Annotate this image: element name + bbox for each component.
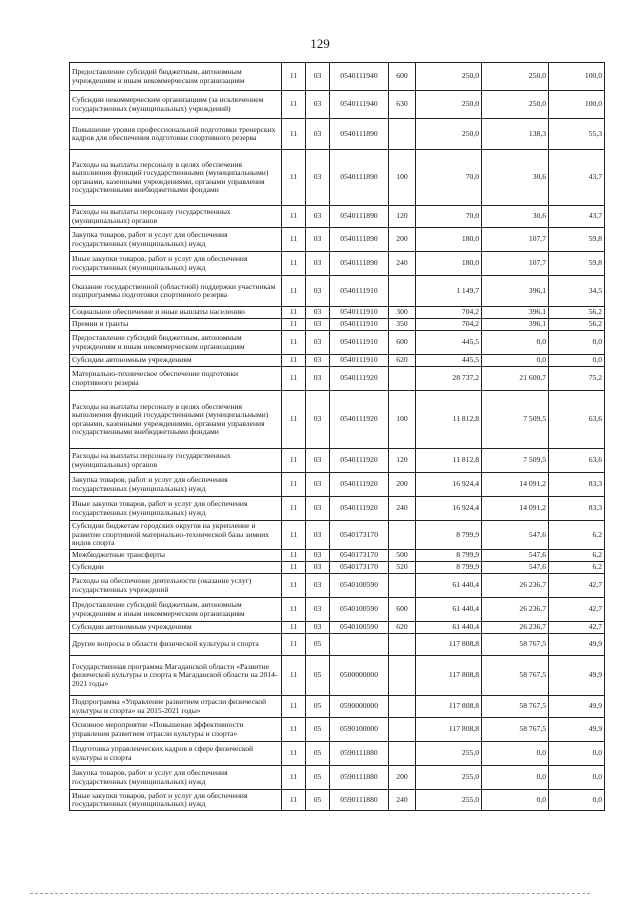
execution-percent: 56,2 — [549, 307, 605, 319]
expense-type-code — [389, 696, 416, 718]
section-code: 11 — [282, 521, 306, 550]
subsection-code: 03 — [306, 355, 330, 367]
target-article-code: 0590111880 — [330, 766, 389, 790]
row-name: Иные закупки товаров, работ и услуг для обеспечения государственных (муниципальных) нужд — [70, 252, 282, 276]
table-row — [70, 742, 605, 766]
planned-amount: 70,0 — [416, 150, 482, 206]
target-article-code: 0540111890 — [330, 252, 389, 276]
target-article-code: 0500000000 — [330, 656, 389, 696]
subsection-code: 05 — [306, 634, 330, 656]
planned-amount: 255,0 — [416, 742, 482, 766]
row-name: Повышение уровня профессиональной подготовки тренерских кадров для обеспечения подготовки спортивного резерва — [70, 119, 282, 150]
table-row — [70, 521, 605, 550]
section-code: 11 — [282, 598, 306, 622]
target-article-code: 0540100590 — [330, 622, 389, 634]
planned-amount: 11 812,8 — [416, 449, 482, 473]
section-code: 11 — [282, 150, 306, 206]
expense-type-code: 620 — [389, 355, 416, 367]
expense-type-code — [389, 119, 416, 150]
subsection-code: 05 — [306, 718, 330, 742]
actual-amount: 7 509,5 — [482, 449, 549, 473]
row-name: Субсидии автономным учреждениям — [70, 355, 282, 367]
planned-amount: 8 799,9 — [416, 562, 482, 574]
row-name: Расходы на выплаты персоналу в целях обеспечения выполнения функций государственными (муниципальными) органами, казенными учреждениями, органами управления государственными внебюджетными фондами — [70, 150, 282, 206]
execution-percent: 0,0 — [549, 790, 605, 811]
execution-percent: 43,7 — [549, 206, 605, 228]
actual-amount: 58 767,5 — [482, 718, 549, 742]
actual-amount: 547,6 — [482, 550, 549, 562]
subsection-code: 03 — [306, 252, 330, 276]
target-article-code: 0590100000 — [330, 718, 389, 742]
actual-amount: 0,0 — [482, 331, 549, 355]
target-article-code: 0590000000 — [330, 696, 389, 718]
planned-amount: 704,2 — [416, 319, 482, 331]
expense-type-code: 600 — [389, 63, 416, 91]
planned-amount: 250,0 — [416, 119, 482, 150]
target-article-code: 0540173170 — [330, 521, 389, 550]
execution-percent: 49,9 — [549, 696, 605, 718]
actual-amount: 547,6 — [482, 562, 549, 574]
planned-amount: 180,0 — [416, 228, 482, 252]
target-article-code: 0540111910 — [330, 276, 389, 307]
planned-amount: 117 808,8 — [416, 696, 482, 718]
actual-amount: 547,6 — [482, 521, 549, 550]
subsection-code: 03 — [306, 391, 330, 449]
row-name: Расходы на выплаты персоналу государственных (муниципальных) органов — [70, 206, 282, 228]
planned-amount: 445,5 — [416, 355, 482, 367]
planned-amount: 255,0 — [416, 766, 482, 790]
target-article-code: 0540111920 — [330, 497, 389, 521]
actual-amount: 396,1 — [482, 276, 549, 307]
actual-amount: 0,0 — [482, 742, 549, 766]
actual-amount: 58 767,5 — [482, 656, 549, 696]
expense-type-code: 240 — [389, 497, 416, 521]
target-article-code — [330, 634, 389, 656]
table-row — [70, 598, 605, 622]
row-name: Предоставление субсидий бюджетным, автономным учреждениям и иным некоммерческим организациям — [70, 598, 282, 622]
target-article-code: 0540111890 — [330, 228, 389, 252]
expense-type-code — [389, 276, 416, 307]
target-article-code: 0590111880 — [330, 790, 389, 811]
execution-percent: 43,7 — [549, 150, 605, 206]
execution-percent: 6,2 — [549, 562, 605, 574]
subsection-code: 05 — [306, 696, 330, 718]
actual-amount: 14 091,2 — [482, 473, 549, 497]
row-name: Субсидии — [70, 562, 282, 574]
actual-amount: 26 236,7 — [482, 622, 549, 634]
actual-amount: 30,6 — [482, 206, 549, 228]
subsection-code: 05 — [306, 742, 330, 766]
section-code: 11 — [282, 766, 306, 790]
actual-amount: 26 236,7 — [482, 574, 549, 598]
table-row — [70, 562, 605, 574]
row-name: Расходы на выплаты персоналу в целях обеспечения выполнения функций государственными (муниципальными) органами, казенными учреждениями, органами управления государственными внебюджетными фондами — [70, 391, 282, 449]
target-article-code: 0540111940 — [330, 91, 389, 119]
actual-amount: 250,0 — [482, 63, 549, 91]
section-code: 11 — [282, 718, 306, 742]
row-name: Закупка товаров, работ и услуг для обеспечения государственных (муниципальных) нужд — [70, 228, 282, 252]
execution-percent: 100,0 — [549, 91, 605, 119]
subsection-code: 03 — [306, 473, 330, 497]
execution-percent: 34,5 — [549, 276, 605, 307]
actual-amount: 0,0 — [482, 355, 549, 367]
row-name: Межбюджетные трансферты — [70, 550, 282, 562]
section-code: 11 — [282, 355, 306, 367]
row-name: Основное мероприятие «Повышение эффективности управления развитием отрасли культуры и спорта» — [70, 718, 282, 742]
expense-type-code: 600 — [389, 331, 416, 355]
section-code: 11 — [282, 634, 306, 656]
section-code: 11 — [282, 622, 306, 634]
table-row — [70, 574, 605, 598]
target-article-code: 0540100590 — [330, 598, 389, 622]
actual-amount: 0,0 — [482, 766, 549, 790]
table-row — [70, 790, 605, 811]
section-code: 11 — [282, 307, 306, 319]
row-name: Закупка товаров, работ и услуг для обеспечения государственных (муниципальных) нужд — [70, 766, 282, 790]
execution-percent: 49,9 — [549, 656, 605, 696]
actual-amount: 58 767,5 — [482, 696, 549, 718]
table-row — [70, 228, 605, 252]
execution-percent: 83,3 — [549, 473, 605, 497]
section-code: 11 — [282, 228, 306, 252]
table-row — [70, 63, 605, 91]
execution-percent: 56,2 — [549, 319, 605, 331]
planned-amount: 1 149,7 — [416, 276, 482, 307]
subsection-code: 03 — [306, 91, 330, 119]
actual-amount: 396,1 — [482, 319, 549, 331]
page-number: 129 — [310, 36, 330, 51]
subsection-code: 03 — [306, 497, 330, 521]
expense-type-code: 620 — [389, 622, 416, 634]
row-name: Закупка товаров, работ и услуг для обеспечения государственных (муниципальных) нужд — [70, 473, 282, 497]
subsection-code: 05 — [306, 790, 330, 811]
planned-amount: 250,0 — [416, 63, 482, 91]
section-code: 11 — [282, 574, 306, 598]
execution-percent: 0,0 — [549, 331, 605, 355]
expense-type-code: 200 — [389, 766, 416, 790]
budget-table — [69, 62, 605, 811]
target-article-code: 0540173170 — [330, 550, 389, 562]
actual-amount: 26 236,7 — [482, 598, 549, 622]
expense-type-code: 350 — [389, 319, 416, 331]
section-code: 11 — [282, 206, 306, 228]
subsection-code: 03 — [306, 574, 330, 598]
table-row — [70, 473, 605, 497]
planned-amount: 8 799,9 — [416, 521, 482, 550]
table-row — [70, 252, 605, 276]
subsection-code: 03 — [306, 550, 330, 562]
target-article-code: 0540111890 — [330, 150, 389, 206]
table-row — [70, 550, 605, 562]
target-article-code: 0540111940 — [330, 63, 389, 91]
expense-type-code — [389, 742, 416, 766]
actual-amount: 7 509,5 — [482, 391, 549, 449]
table-row — [70, 307, 605, 319]
row-name: Расходы на выплаты персоналу государственных (муниципальных) органов — [70, 449, 282, 473]
footer-rule — [30, 893, 590, 894]
table-row — [70, 449, 605, 473]
actual-amount: 138,3 — [482, 119, 549, 150]
table-row — [70, 634, 605, 656]
planned-amount: 28 737,2 — [416, 367, 482, 391]
expense-type-code: 100 — [389, 391, 416, 449]
section-code: 11 — [282, 331, 306, 355]
actual-amount: 250,0 — [482, 91, 549, 119]
subsection-code: 03 — [306, 307, 330, 319]
expense-type-code — [389, 656, 416, 696]
expense-type-code — [389, 574, 416, 598]
table-row — [70, 391, 605, 449]
expense-type-code: 120 — [389, 449, 416, 473]
expense-type-code: 120 — [389, 206, 416, 228]
table-row — [70, 119, 605, 150]
expense-type-code: 200 — [389, 473, 416, 497]
target-article-code: 0540173170 — [330, 562, 389, 574]
expense-type-code: 200 — [389, 228, 416, 252]
row-name: Подготовка управленческих кадров в сфере физической культуры и спорта — [70, 742, 282, 766]
row-name: Оказание государственной (областной) поддержки участникам подпрограммы подготовки спортивного резерва — [70, 276, 282, 307]
table-row — [70, 367, 605, 391]
expense-type-code: 630 — [389, 91, 416, 119]
planned-amount: 16 924,4 — [416, 473, 482, 497]
row-name: Подпрограмма «Управление развитием отрасли физической культуры и спорта» на 2015-2021 годы» — [70, 696, 282, 718]
target-article-code: 0540111890 — [330, 119, 389, 150]
subsection-code: 05 — [306, 766, 330, 790]
table-row — [70, 331, 605, 355]
execution-percent: 83,3 — [549, 497, 605, 521]
actual-amount: 21 600,7 — [482, 367, 549, 391]
subsection-code: 03 — [306, 562, 330, 574]
row-name: Другие вопросы в области физической культуры и спорта — [70, 634, 282, 656]
execution-percent: 42,7 — [549, 598, 605, 622]
subsection-code: 03 — [306, 367, 330, 391]
expense-type-code — [389, 634, 416, 656]
table-row — [70, 206, 605, 228]
planned-amount: 117 808,8 — [416, 656, 482, 696]
planned-amount: 70,0 — [416, 206, 482, 228]
table-body — [70, 63, 605, 811]
expense-type-code: 500 — [389, 550, 416, 562]
planned-amount: 180,0 — [416, 252, 482, 276]
section-code: 11 — [282, 119, 306, 150]
execution-percent: 0,0 — [549, 766, 605, 790]
subsection-code: 03 — [306, 206, 330, 228]
section-code: 11 — [282, 696, 306, 718]
planned-amount: 117 808,8 — [416, 634, 482, 656]
actual-amount: 0,0 — [482, 790, 549, 811]
expense-type-code — [389, 718, 416, 742]
table-row — [70, 319, 605, 331]
table-row — [70, 696, 605, 718]
target-article-code: 0540111890 — [330, 206, 389, 228]
row-name: Предоставление субсидий бюджетным, автономным учреждениям и иным некоммерческим организациям — [70, 63, 282, 91]
planned-amount: 8 799,9 — [416, 550, 482, 562]
execution-percent: 49,9 — [549, 718, 605, 742]
expense-type-code: 520 — [389, 562, 416, 574]
target-article-code: 0540111910 — [330, 331, 389, 355]
row-name: Иные закупки товаров, работ и услуг для обеспечения государственных (муниципальных) нужд — [70, 497, 282, 521]
section-code: 11 — [282, 252, 306, 276]
planned-amount: 61 440,4 — [416, 574, 482, 598]
planned-amount: 250,0 — [416, 91, 482, 119]
row-name: Социальное обеспечение и иные выплаты населению — [70, 307, 282, 319]
target-article-code: 0540111910 — [330, 319, 389, 331]
section-code: 11 — [282, 550, 306, 562]
expense-type-code — [389, 521, 416, 550]
actual-amount: 107,7 — [482, 228, 549, 252]
actual-amount: 107,7 — [482, 252, 549, 276]
execution-percent: 63,6 — [549, 391, 605, 449]
actual-amount: 14 091,2 — [482, 497, 549, 521]
target-article-code: 0540111920 — [330, 367, 389, 391]
subsection-code: 03 — [306, 276, 330, 307]
subsection-code: 03 — [306, 598, 330, 622]
expense-type-code: 240 — [389, 790, 416, 811]
section-code: 11 — [282, 449, 306, 473]
planned-amount: 255,0 — [416, 790, 482, 811]
table-row — [70, 718, 605, 742]
subsection-code: 03 — [306, 228, 330, 252]
row-name: Материально-техническое обеспечение подготовки спортивного резерва — [70, 367, 282, 391]
actual-amount: 396,1 — [482, 307, 549, 319]
row-name: Иные закупки товаров, работ и услуг для обеспечения государственных (муниципальных) нужд — [70, 790, 282, 811]
subsection-code: 03 — [306, 150, 330, 206]
section-code: 11 — [282, 790, 306, 811]
planned-amount: 445,5 — [416, 331, 482, 355]
row-name: Государственная программа Магаданской области «Развитие физической культуры и спорта в Магаданской области на 2014-2021 годы» — [70, 656, 282, 696]
planned-amount: 61 440,4 — [416, 622, 482, 634]
row-name: Субсидии некоммерческим организациям (за исключением государственных (муниципальных) учреждений) — [70, 91, 282, 119]
planned-amount: 11 812,8 — [416, 391, 482, 449]
execution-percent: 59,8 — [549, 228, 605, 252]
expense-type-code — [389, 367, 416, 391]
section-code: 11 — [282, 742, 306, 766]
target-article-code: 0540111920 — [330, 449, 389, 473]
execution-percent: 6,2 — [549, 521, 605, 550]
target-article-code: 0540111920 — [330, 473, 389, 497]
subsection-code: 03 — [306, 449, 330, 473]
table-row — [70, 91, 605, 119]
planned-amount: 704,2 — [416, 307, 482, 319]
section-code: 11 — [282, 91, 306, 119]
row-name: Предоставление субсидий бюджетным, автономным учреждениям и иным некоммерческим организациям — [70, 331, 282, 355]
target-article-code: 0540100590 — [330, 574, 389, 598]
subsection-code: 03 — [306, 622, 330, 634]
subsection-code: 03 — [306, 119, 330, 150]
target-article-code: 0590111880 — [330, 742, 389, 766]
row-name: Субсидии автономным учреждениям — [70, 622, 282, 634]
actual-amount: 58 767,5 — [482, 634, 549, 656]
section-code: 11 — [282, 319, 306, 331]
table-row — [70, 656, 605, 696]
table-row — [70, 622, 605, 634]
section-code: 11 — [282, 562, 306, 574]
subsection-code: 05 — [306, 656, 330, 696]
subsection-code: 03 — [306, 331, 330, 355]
table-row — [70, 276, 605, 307]
section-code: 11 — [282, 656, 306, 696]
expense-type-code: 100 — [389, 150, 416, 206]
execution-percent: 55,3 — [549, 119, 605, 150]
row-name: Расходы на обеспечение деятельности (оказание услуг) государственных учреждений — [70, 574, 282, 598]
planned-amount: 61 440,4 — [416, 598, 482, 622]
actual-amount: 30,6 — [482, 150, 549, 206]
expense-type-code: 600 — [389, 598, 416, 622]
section-code: 11 — [282, 276, 306, 307]
execution-percent: 0,0 — [549, 355, 605, 367]
subsection-code: 03 — [306, 521, 330, 550]
table-row — [70, 150, 605, 206]
planned-amount: 117 808,8 — [416, 718, 482, 742]
section-code: 11 — [282, 63, 306, 91]
execution-percent: 59,8 — [549, 252, 605, 276]
target-article-code: 0540111910 — [330, 307, 389, 319]
section-code: 11 — [282, 391, 306, 449]
execution-percent: 6,2 — [549, 550, 605, 562]
execution-percent: 100,0 — [549, 63, 605, 91]
target-article-code: 0540111920 — [330, 391, 389, 449]
section-code: 11 — [282, 497, 306, 521]
row-name: Премии и гранты — [70, 319, 282, 331]
execution-percent: 0,0 — [549, 742, 605, 766]
subsection-code: 03 — [306, 63, 330, 91]
target-article-code: 0540111910 — [330, 355, 389, 367]
expense-type-code: 240 — [389, 252, 416, 276]
execution-percent: 75,2 — [549, 367, 605, 391]
section-code: 11 — [282, 367, 306, 391]
planned-amount: 16 924,4 — [416, 497, 482, 521]
execution-percent: 63,6 — [549, 449, 605, 473]
section-code: 11 — [282, 473, 306, 497]
table-row — [70, 497, 605, 521]
expense-type-code: 300 — [389, 307, 416, 319]
execution-percent: 42,7 — [549, 574, 605, 598]
execution-percent: 42,7 — [549, 622, 605, 634]
table-row — [70, 355, 605, 367]
subsection-code: 03 — [306, 319, 330, 331]
execution-percent: 49,9 — [549, 634, 605, 656]
table-row — [70, 766, 605, 790]
row-name: Субсидии бюджетам городских округов на укрепление и развитие спортивной материально-технической базы зимних видов спорта — [70, 521, 282, 550]
